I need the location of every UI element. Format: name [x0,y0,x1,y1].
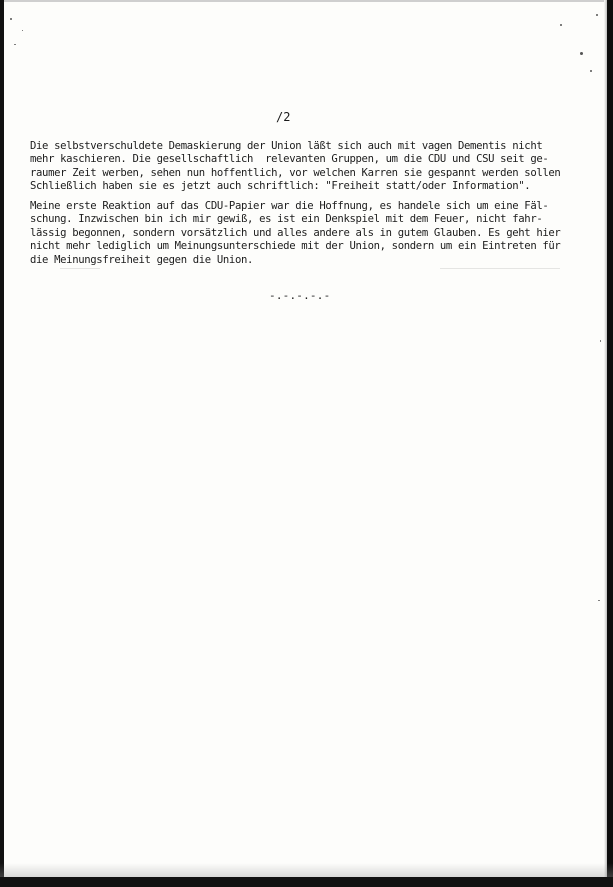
scan-edge-right [607,0,613,887]
scan-edge-top [0,0,613,2]
scan-speck [560,24,562,26]
scan-speck [600,340,601,342]
scan-edge-bottom-shadow [0,863,613,877]
section-separator: -.-.-.-.- [269,289,331,302]
scan-speck [10,18,12,20]
scan-speck [598,600,600,601]
paragraph-1: Die selbstverschuldete Demaskierung der Union läßt sich auch mit vagen Dementis nicht mehr kaschieren. Die gesellschaftlich relevanten Gruppen, um die CDU und CSU seit ge- raumer Zeit werben, sehen nun hoffentlich, vor welchen Karren sie gespannt werden sollen Schließlich haben sie es jetzt auch schriftlich: "Freiheit statt/oder Information". [30,140,561,193]
scan-speck [14,44,16,45]
scan-speck [596,14,598,16]
paragraph-2: Meine erste Reaktion auf das CDU-Papier war die Hoffnung, es handele sich um eine Fäl- schung. Inzwischen bin ich mir gewiß, es ist ein Denkspiel mit dem Feuer, nicht fahr- lässig begonnen, sondern vorsätzlich und alles andere als in gutem Glauben. Es geht hier nicht mehr lediglich um Meinungsunterschiede mit der Union, sondern um ein Eintreten für die Meinungsfreiheit gegen die Union. [30,200,561,266]
faint-line [440,268,560,269]
page-number: /2 [276,110,291,124]
scan-speck [580,52,583,55]
scan-speck [590,70,592,72]
scan-edge-left [0,0,4,887]
scan-speck [22,30,23,31]
scan-edge-bottom [0,877,613,887]
faint-line [60,268,100,269]
